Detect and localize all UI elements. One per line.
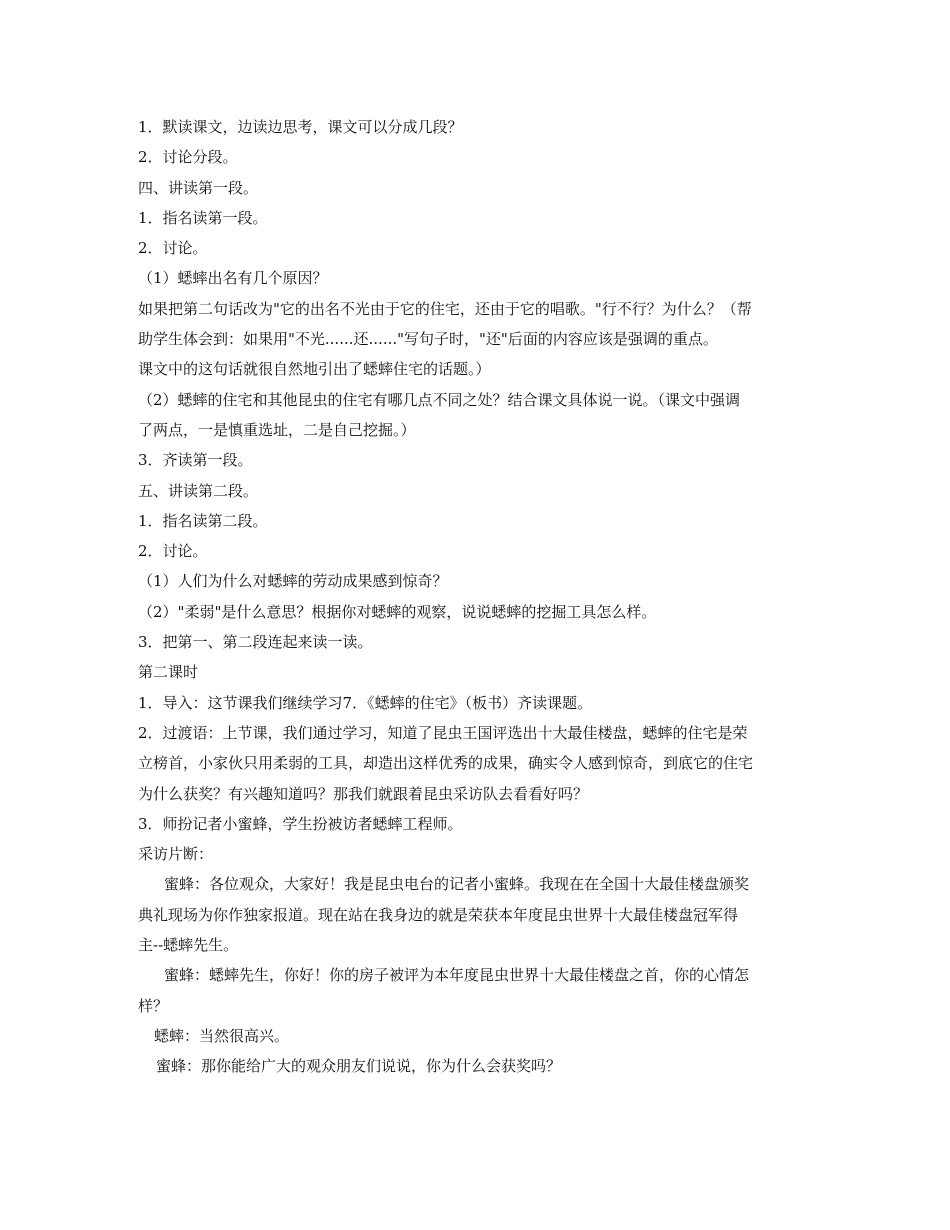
text-line: 1．指名读第一段。 xyxy=(138,208,268,227)
dialogue-line: 蜜蜂：蟋蟀先生，你好！你的房子被评为本年度昆虫世界十大最佳楼盘之首，你的心情怎 xyxy=(164,966,750,985)
section-heading: 第二课时 xyxy=(138,663,199,682)
text-line: 1．导入：这节课我们继续学习7．《蟋蟀的住宅》（板书）齐读课题。 xyxy=(138,693,593,712)
dialogue-line: 蜜蜂：那你能给广大的观众朋友们说说，你为什么会获奖吗？ xyxy=(156,1057,562,1076)
text-line: 了两点，一是慎重选址，二是自己挖掘。） xyxy=(138,420,416,439)
text-line: 1．指名读第二段。 xyxy=(138,511,268,530)
text-line: 2．过渡语：上节课，我们通过学习，知道了昆虫王国评选出十大最佳楼盘，蟋蟀的住宅是荣 xyxy=(138,723,748,742)
text-line: 助学生体会到：如果用"不光......还......"写句子时，"还"后面的内容应该是强调的重点。 xyxy=(138,330,718,349)
dialogue-line: 主--蟋蟀先生。 xyxy=(138,936,239,955)
text-line: 2．讨论。 xyxy=(138,542,208,561)
text-line: （2）蟋蟀的住宅和其他昆虫的住宅有哪几点不同之处？结合课文具体说一说。（课文中强调 xyxy=(138,390,741,409)
dialogue-line: 蜜蜂：各位观众，大家好！我是昆虫电台的记者小蜜蜂。我现在在全国十大最佳楼盘颁奖 xyxy=(164,875,750,894)
text-line: 2．讨论分段。 xyxy=(138,148,238,167)
text-line: （1）人们为什么对蟋蟀的劳动成果感到惊奇？ xyxy=(138,572,448,591)
dialogue-line: 样？ xyxy=(138,996,169,1015)
text-line: 为什么获奖？有兴趣知道吗？那我们就跟着昆虫采访队去看看好吗？ xyxy=(138,784,589,803)
text-line: （2）"柔弱"是什么意思？根据你对蟋蟀的观察，说说蟋蟀的挖掘工具怎么样。 xyxy=(138,602,657,621)
section-heading: 四、讲读第一段。 xyxy=(138,178,259,197)
text-line: 3．把第一、第二段连起来读一读。 xyxy=(138,633,373,652)
text-line: （1）蟋蟀出名有几个原因？ xyxy=(138,269,328,288)
text-line: 立榜首，小家伙只用柔弱的工具，却造出这样优秀的成果，确实令人感到惊奇，到底它的住宅 xyxy=(138,754,754,773)
dialogue-line: 蟋蟀：当然很高兴。 xyxy=(154,1026,290,1045)
document-page xyxy=(138,112,814,1082)
text-line: 采访片断： xyxy=(138,845,214,864)
text-line: 如果把第二句话改为"它的出名不光由于它的住宅，还由于它的唱歌。"行不行？为什么？（帮 xyxy=(138,299,752,318)
text-line: 课文中的这句话就很自然地引出了蟋蟀住宅的话题。） xyxy=(138,360,491,379)
text-line: 3．师扮记者小蜜蜂，学生扮被访者蟋蟀工程师。 xyxy=(138,814,463,833)
section-heading: 五、讲读第二段。 xyxy=(138,481,259,500)
dialogue-line: 典礼现场为你作独家报道。现在站在我身边的就是荣获本年度昆虫世界十大最佳楼盘冠军得 xyxy=(138,905,739,924)
text-line: 2．讨论。 xyxy=(138,239,208,258)
text-line: 1．默读课文，边读边思考，课文可以分成几段？ xyxy=(138,118,463,136)
text-line: 3．齐读第一段。 xyxy=(138,451,253,470)
